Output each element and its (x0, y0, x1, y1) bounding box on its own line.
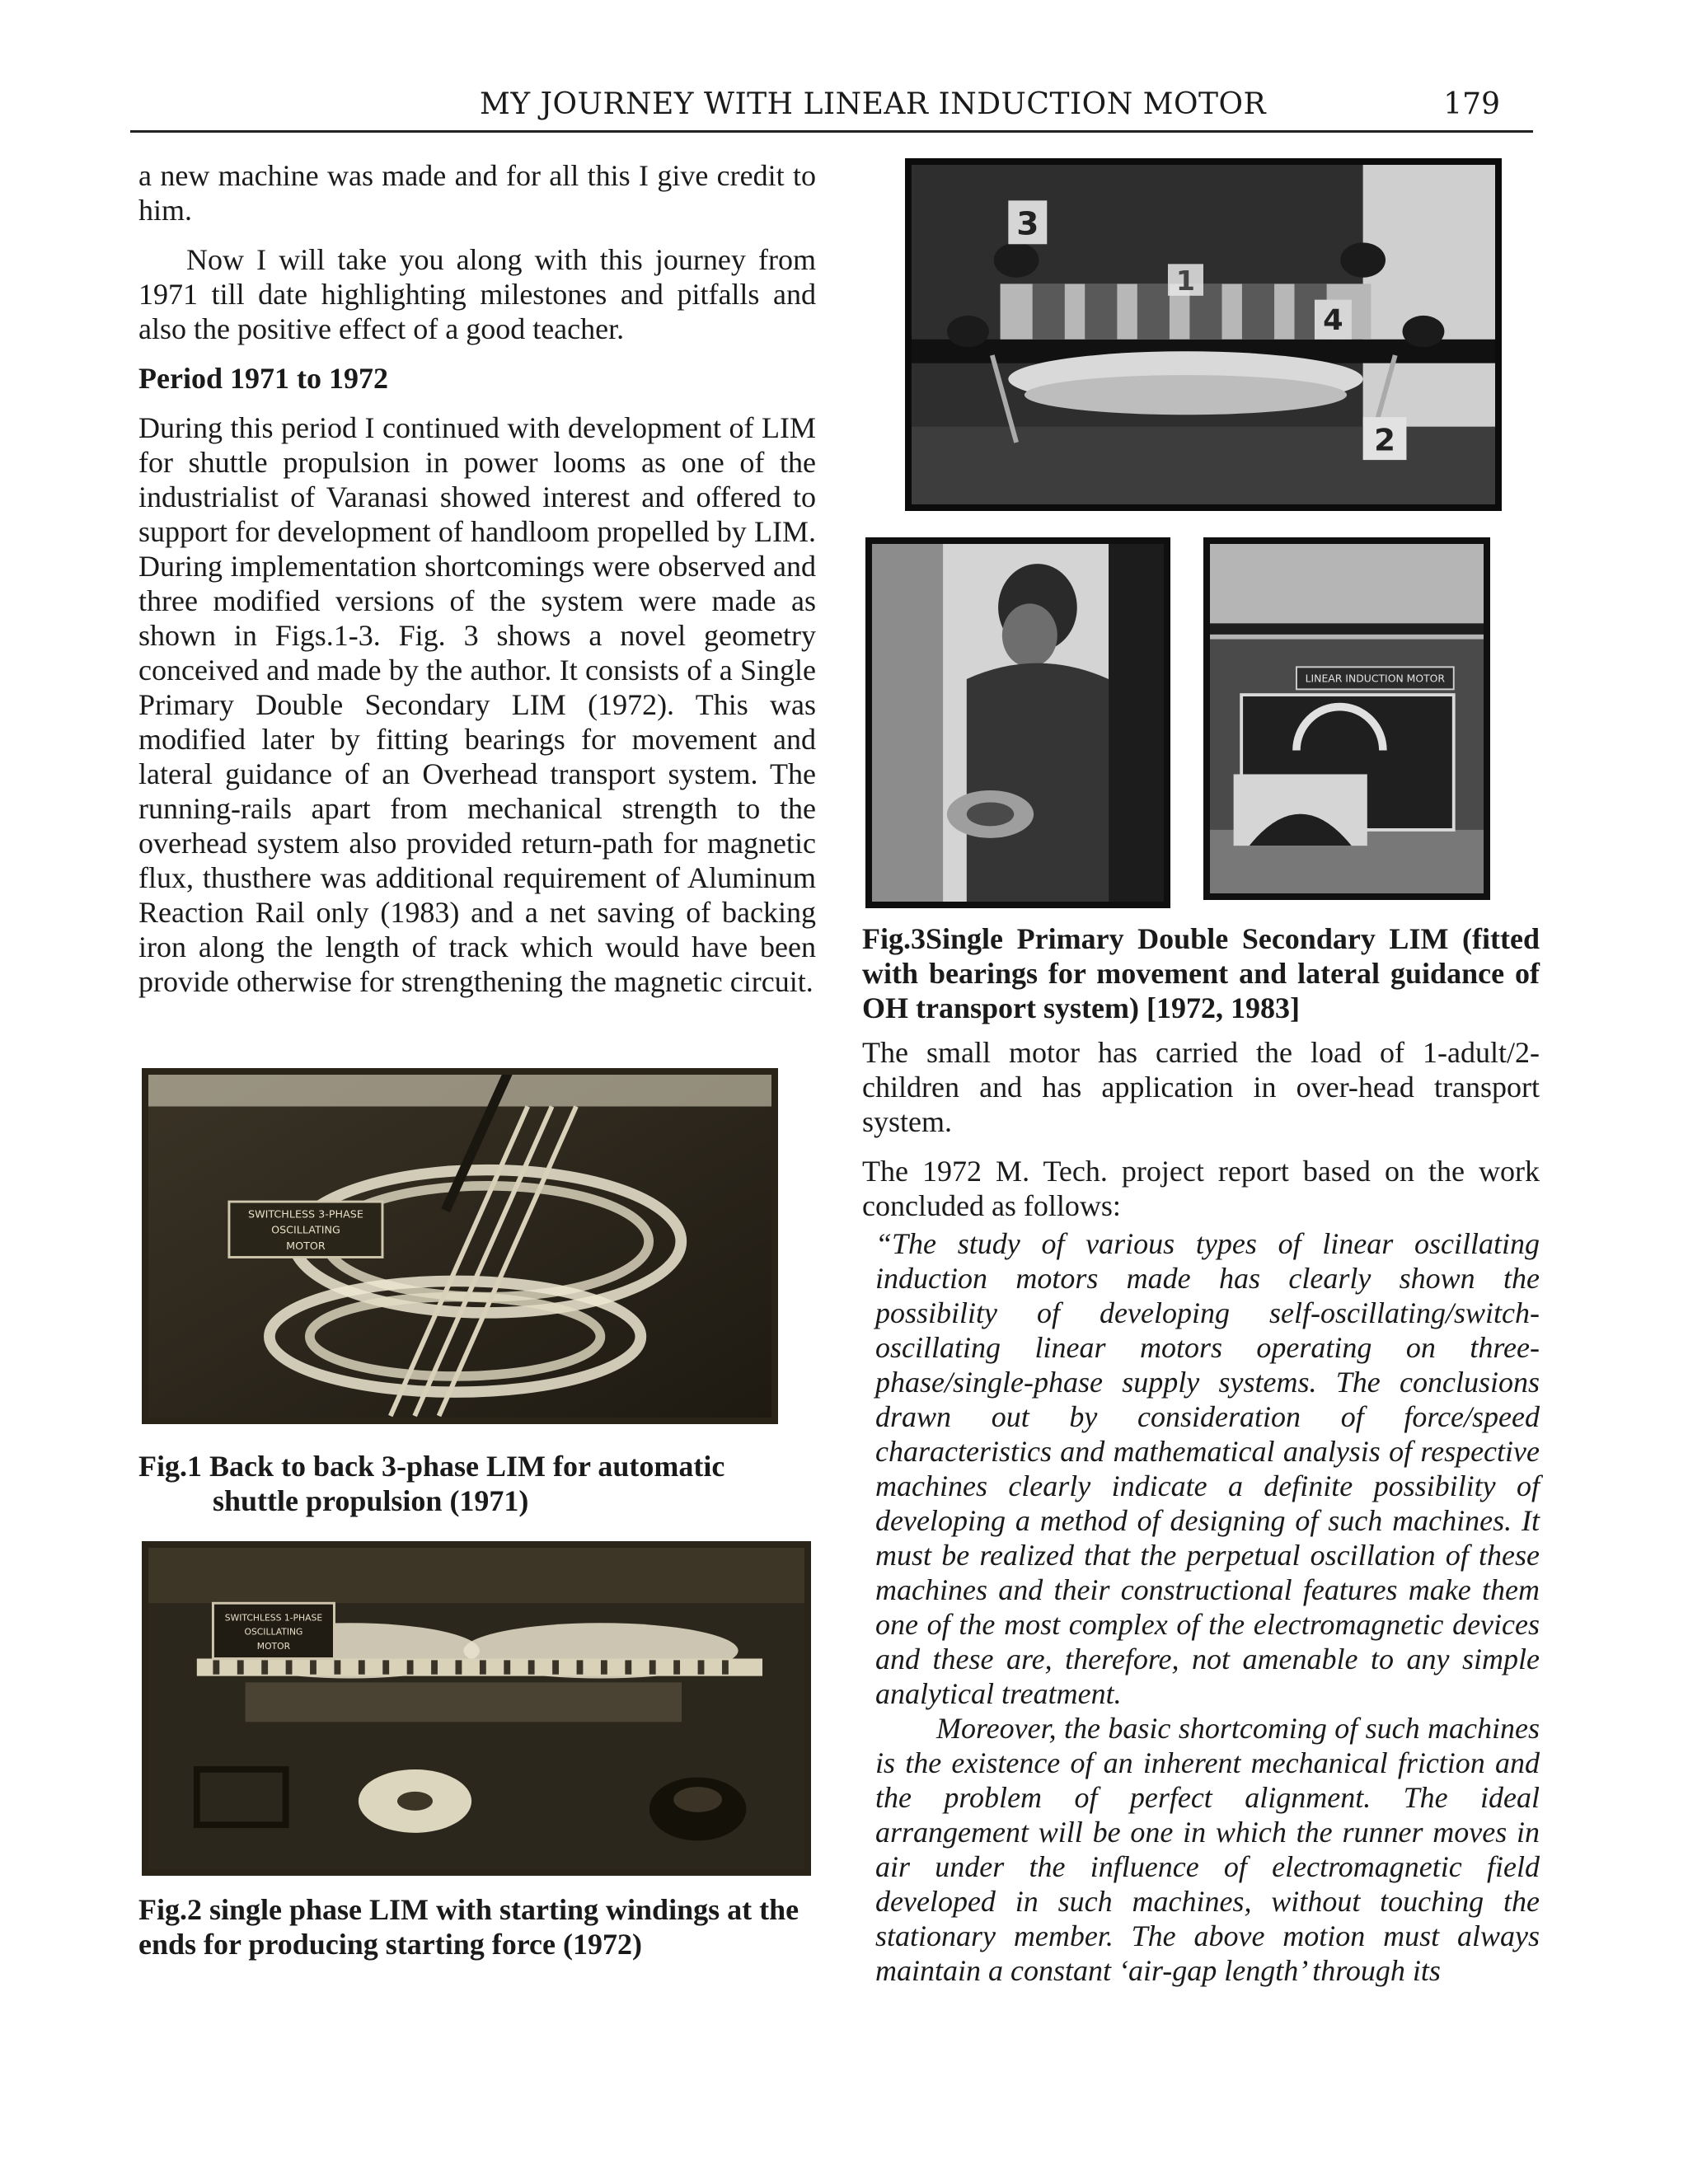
fig1-sign-line2: OSCILLATING (271, 1223, 340, 1236)
fig1-sign-line1: SWITCHLESS 3-PHASE (248, 1207, 363, 1221)
page-number: 179 (1443, 87, 1500, 121)
paragraph: During this period I continued with development of LIM for shuttle propulsion in power looms as one of the industrialist of Varanasi showed interest and offered to support for development of handloom propelled by LIM. During implementation shortcomings were observed and three modified versions of the system were made as shown in Figs.1-3. Fig. 3 shows a novel geometry conceived and made by the author. It consists of a Single Primary Double Secondary LIM (1972). This was modified later by fitting bearings for movement and lateral guidance of an Overhead transport system. The running-rails apart from mechanical strength to the overhead system also provided return-path for magnetic flux, thusthere was additional requirement of Aluminum Reaction Rail only (1983) and a net saving of backing iron along the length of track which would have been provide otherwise for strengthening the magnetic circuit. (138, 411, 816, 998)
fig3-caption: Fig.3Single Primary Double Secondary LIM (fitted with bearings for movement and lateral guidance of OH transport system) [1972, 1983] (862, 922, 1540, 1024)
section-heading: Period 1971 to 1972 (138, 362, 388, 395)
quote-paragraph: “The study of various types of linear oscillating induction motors made has clearly shown the possibility of developing self-oscillating/switch-oscillating linear motors operating on three-phase/single-phase supply systems. The conclusions drawn out by consideration of force/speed characteristics and mathematical analysis of respective machines clearly indicate a definite possibility of developing a method of designing of such machines. It must be realized that the perpetual oscillation of these machines and their constructional features make them one of the most complex of the electromagnetic devices and these are, therefore, not amenable to any simple analytical treatment. (875, 1227, 1540, 1710)
fig2-sign-line2: OSCILLATING (244, 1626, 303, 1638)
fig3-marker-2: 2 (1374, 422, 1395, 458)
page-header (130, 82, 1533, 133)
quote-paragraph: Moreover, the basic shortcoming of such machines is the existence of an inherent mechanical friction and the problem of perfect alignment. The ideal arrangement will be one in which the runner moves in air under the influence of electromagnetic field developed in such machines, without touching the stationary member. The above motion must always maintain a constant ‘air-gap length’ through its (875, 1712, 1540, 1987)
left-column (138, 158, 816, 1014)
paragraph: The 1972 M. Tech. project report based on the work concluded as follows: (862, 1155, 1540, 1222)
paragraph: Now I will take you along with this journey from 1971 till date highlighting milestones and pitfalls and also the positive effect of a good teacher. (138, 243, 816, 345)
fig3-top-photo (905, 158, 1502, 511)
fig1-caption-line1: Fig.1 Back to back 3-phase LIM for automatic (138, 1450, 725, 1483)
block-quote (862, 1226, 1540, 1988)
fig3-model-photo (1203, 537, 1490, 900)
fig1-photo (142, 1068, 778, 1424)
fig3-model-sign: LINEAR INDUCTION MOTOR (1305, 672, 1446, 685)
paragraph: a new machine was made and for all this I give credit to him. (138, 159, 816, 227)
fig1-caption-line2: shuttle propulsion (1971) (213, 1484, 529, 1517)
paragraph: The small motor has carried the load of 1-adult/2-children and has application in over-head transport system. (862, 1036, 1540, 1138)
running-title: MY JOURNEY WITH LINEAR INDUCTION MOTOR (480, 87, 1267, 121)
fig3-marker-1: 1 (1175, 265, 1196, 298)
fig2-sign-line3: MOTOR (256, 1641, 291, 1652)
right-column (862, 1035, 1540, 2003)
fig3-marker-4: 4 (1323, 304, 1343, 338)
fig2-sign-line1: SWITCHLESS 1-PHASE (224, 1612, 323, 1624)
fig1-sign-line3: MOTOR (286, 1239, 326, 1252)
fig3-marker-3: 3 (1016, 205, 1039, 243)
fig3-person-photo (865, 537, 1170, 908)
fig1-caption (138, 1449, 823, 1518)
fig2-photo (142, 1541, 811, 1876)
fig2-caption: Fig.2 single phase LIM with starting windings at the ends for producing starting force (1972) (138, 1893, 799, 1961)
